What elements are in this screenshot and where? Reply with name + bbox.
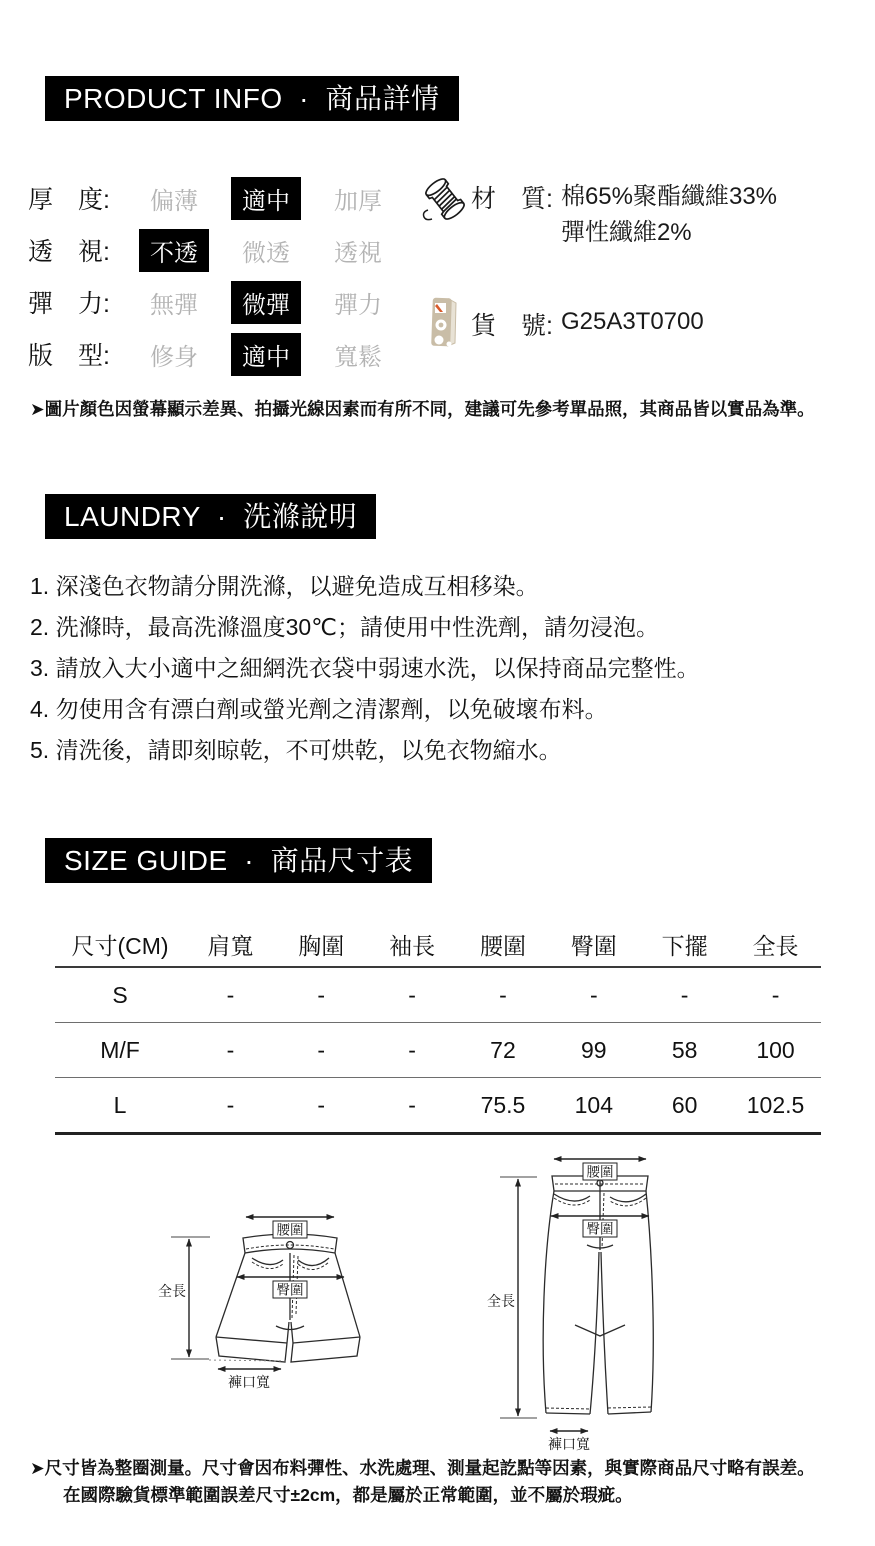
pants-measurement-diagram: [480, 1150, 665, 1460]
attr-option: 彈力: [334, 291, 382, 319]
material-row: [419, 176, 869, 251]
attr-label: 版 型:: [28, 342, 110, 370]
attr-label: 彈 力:: [28, 290, 110, 318]
attr-row-sheerness: [28, 224, 404, 276]
col-header: 尺寸(CM): [71, 932, 169, 959]
value-cell: -: [408, 981, 416, 1008]
svg-text:腰圍: 腰圍: [586, 1164, 614, 1180]
attr-option: 偏薄: [150, 187, 198, 215]
value-cell: -: [226, 981, 235, 1008]
hip-dimension-label: [273, 1281, 307, 1298]
attr-option: 透視: [334, 239, 382, 267]
leg-opening-dimension-label: 褲口寬: [548, 1436, 590, 1452]
waist-dimension-label: [273, 1221, 307, 1238]
laundry-header: LAUNDRY · 洗滌說明: [45, 494, 376, 539]
attr-option: 修身: [150, 343, 198, 371]
material-item-info: [419, 176, 869, 349]
size-table: [55, 922, 821, 1135]
material-label: 材 質:: [471, 185, 553, 213]
table-row: [55, 1023, 821, 1078]
laundry-item: 5. 清洗後，請即刻晾乾，不可烘乾，以免衣物縮水。: [30, 737, 562, 763]
waist-dimension-label: [583, 1163, 617, 1180]
col-header: 胸圍: [298, 932, 345, 959]
laundry-item: 4. 勿使用含有漂白劑或螢光劑之清潔劑，以免破壞布料。: [30, 696, 608, 722]
length-dimension-label: 全長: [158, 1283, 186, 1299]
size-table-header-row: [55, 922, 821, 967]
attr-option: 加厚: [334, 187, 382, 215]
length-dimension-label: 全長: [487, 1293, 515, 1309]
col-header: 肩寬: [207, 932, 254, 959]
value-cell: -: [226, 1036, 235, 1063]
value-cell: 75.5: [480, 1091, 526, 1118]
laundry-instructions: [30, 566, 700, 771]
value-cell: 104: [574, 1091, 613, 1118]
item-number-row: [419, 295, 869, 349]
attr-row-stretch: [28, 276, 404, 328]
svg-text:臀圍: 臀圍: [586, 1221, 614, 1237]
attr-option-selected: 不透: [128, 229, 220, 272]
value-cell: 58: [671, 1036, 698, 1063]
size-guide-header: SIZE GUIDE · 商品尺寸表: [45, 838, 432, 883]
laundry-item: 1. 深淺色衣物請分開洗滌，以避免造成互相移染。: [30, 573, 539, 599]
attr-label: 厚 度:: [28, 186, 110, 214]
attr-option-selected: 微彈: [220, 281, 312, 324]
laundry-item: 3. 請放入大小適中之細網洗衣袋中弱速水洗，以保持商品完整性。: [30, 655, 700, 681]
attr-row-fit: [28, 328, 404, 380]
value-cell: 72: [490, 1036, 516, 1063]
value-cell: -: [771, 981, 780, 1008]
table-row: [55, 967, 821, 1023]
attr-option: 無彈: [150, 291, 198, 319]
value-cell: -: [317, 981, 326, 1008]
thread-spool-icon: [419, 176, 471, 222]
clothing-tag-icon: [419, 295, 471, 349]
note-marker: ➤: [30, 1458, 45, 1478]
col-header: 袖長: [389, 932, 436, 959]
attr-row-thickness: [28, 172, 404, 224]
value-cell: -: [589, 981, 598, 1008]
attr-option: 微透: [242, 239, 290, 267]
leg-opening-dimension-label: 褲口寬: [228, 1374, 270, 1390]
color-disclaimer-note: ➤圖片顏色因螢幕顯示差異、拍攝光線因素而有所不同，建議可先參考單品照，其商品皆以實品為準。: [30, 399, 815, 419]
value-cell: -: [317, 1091, 326, 1118]
value-cell: 100: [756, 1036, 795, 1063]
col-header: 臀圍: [570, 932, 617, 959]
value-cell: -: [408, 1091, 416, 1118]
attr-option: 寬鬆: [334, 343, 382, 371]
size-cell: L: [113, 1091, 127, 1118]
svg-text:臀圍: 臀圍: [276, 1282, 304, 1298]
value-cell: 60: [671, 1091, 698, 1118]
product-info-header: PRODUCT INFO · 商品詳情: [45, 76, 459, 121]
value-cell: -: [226, 1091, 235, 1118]
shorts-measurement-diagram: [150, 1208, 380, 1398]
material-value: 棉65%聚酯纖維33% 彈性纖維2%: [560, 183, 778, 246]
table-row: [55, 1078, 821, 1134]
value-cell: -: [680, 981, 689, 1008]
value-cell: -: [408, 1036, 416, 1063]
size-cell: M/F: [100, 1036, 140, 1063]
attribute-list: [28, 172, 404, 380]
svg-text:腰圍: 腰圍: [276, 1222, 304, 1238]
item-number-label: 貨 號:: [471, 311, 553, 340]
attr-option-selected: 適中: [220, 333, 312, 376]
value-cell: -: [317, 1036, 326, 1063]
col-header: 下擺: [661, 932, 708, 959]
measurement-tolerance-note: ➤尺寸皆為整圈測量。尺寸會因布料彈性、水洗處理、測量起訖點等因素，與實際商品尺寸略有誤差。 在國際驗貨標準範圍誤差尺寸±2cm，都是屬於正常範圍，並不屬於瑕疵。: [30, 1458, 815, 1505]
item-number-value: G25A3T0700: [560, 308, 704, 335]
value-cell: 99: [581, 1036, 607, 1063]
note-marker: ➤: [30, 399, 45, 419]
size-cell: S: [112, 981, 128, 1008]
value-cell: 102.5: [746, 1091, 805, 1118]
value-cell: -: [499, 981, 507, 1008]
col-header: 全長: [752, 932, 799, 959]
laundry-item: 2. 洗滌時，最高洗滌溫度30℃；請使用中性洗劑，請勿浸泡。: [30, 614, 659, 640]
attr-option-selected: 適中: [220, 177, 312, 220]
hip-dimension-label: [583, 1220, 617, 1237]
col-header: 腰圍: [479, 932, 526, 959]
attr-label: 透 視:: [28, 238, 110, 266]
